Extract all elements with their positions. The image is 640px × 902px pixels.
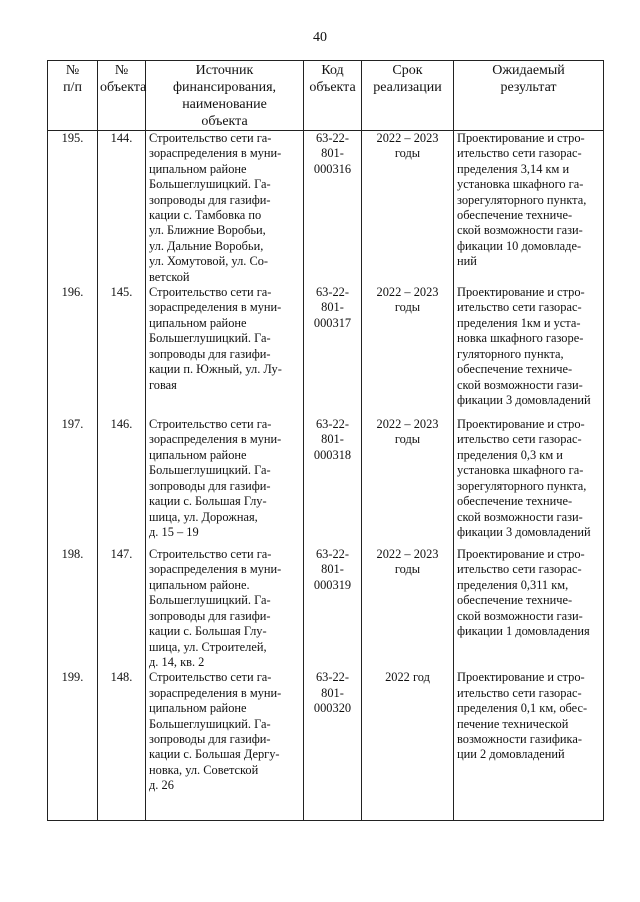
table-row	[48, 417, 604, 547]
header-code: Код объекта	[304, 61, 362, 131]
header-row-number: № п/п	[48, 61, 98, 131]
cell-term: 2022 – 2023 годы	[362, 417, 454, 547]
cell-result: Проектирование и стро- ительство сети газорас- пределения 1км и уста- новка шкафного газоре- гуляторного пункта, обеспечение техниче- ской возможности гази- фикации 3 домовладений	[454, 285, 604, 417]
table-header-row	[48, 61, 604, 131]
cell-code: 63-22- 801- 000317	[304, 285, 362, 417]
cell-source: Строительство сети га- зораспределения в муни- ципальном районе. Большеглушицкий. Га- зопроводы для газифи- кации с. Большая Глу- шица, ул. Строителей, д. 14, кв. 2	[146, 547, 304, 670]
header-object-number: № объекта	[98, 61, 146, 131]
page-number: 40	[313, 30, 327, 45]
cell-source: Строительство сети га- зораспределения в муни- ципальном районе Большеглушицкий. Га- зопроводы для газифи- кации с. Большая Дергу- новка, ул. Советской д. 26	[146, 670, 304, 821]
cell-object-number: 148.	[98, 670, 146, 821]
cell-object-number: 144.	[98, 131, 146, 286]
cell-result: Проектирование и стро- ительство сети газорас- пределения 0,311 км, обеспечение техниче- ской возможности гази- фикации 1 домовладения	[454, 547, 604, 670]
table-row	[48, 670, 604, 821]
cell-source: Строительство сети га- зораспределения в муни- ципальном районе Большеглушицкий. Га- зопроводы для газифи- кации п. Южный, ул. Лу- говая	[146, 285, 304, 417]
cell-row-number: 197.	[48, 417, 98, 547]
cell-term: 2022 – 2023 годы	[362, 285, 454, 417]
header-result: Ожидаемый результат	[454, 61, 604, 131]
cell-code: 63-22- 801- 000316	[304, 131, 362, 286]
cell-object-number: 147.	[98, 547, 146, 670]
cell-result: Проектирование и стро- ительство сети газорас- пределения 0,1 км, обес- печение технической возможности газифика- ции 2 домовладений	[454, 670, 604, 821]
cell-code: 63-22- 801- 000319	[304, 547, 362, 670]
cell-row-number: 196.	[48, 285, 98, 417]
cell-object-number: 146.	[98, 417, 146, 547]
cell-code: 63-22- 801- 000318	[304, 417, 362, 547]
cell-source: Строительство сети га- зораспределения в муни- ципальном районе Большеглушицкий. Га- зопроводы для газифи- кации с. Тамбовка по ул. Ближние Воробьи, ул. Дальние Воробьи, ул. Хомутовой, ул. Со- ветской	[146, 131, 304, 286]
table-row	[48, 285, 604, 417]
cell-result: Проектирование и стро- ительство сети газорас- пределения 0,3 км и установка шкафного га- зорегуляторного пункта, обеспечение техниче- ской возможности гази- фикации 3 домовладений	[454, 417, 604, 547]
cell-row-number: 195.	[48, 131, 98, 286]
header-term: Срок реализации	[362, 61, 454, 131]
cell-result: Проектирование и стро- ительство сети газорас- пределения 3,14 км и установка шкафного га- зорегуляторного пункта, обеспечение техниче- ской возможности гази- фикации 10 домовладе- ний	[454, 131, 604, 286]
cell-row-number: 198.	[48, 547, 98, 670]
cell-term: 2022 – 2023 годы	[362, 131, 454, 286]
cell-code: 63-22- 801- 000320	[304, 670, 362, 821]
cell-term: 2022 год	[362, 670, 454, 821]
header-source: Источник финансирования, наименование объекта	[146, 61, 304, 131]
table-row	[48, 547, 604, 670]
objects-table	[47, 60, 604, 821]
cell-object-number: 145.	[98, 285, 146, 417]
table-row	[48, 131, 604, 286]
cell-row-number: 199.	[48, 670, 98, 821]
cell-term: 2022 – 2023 годы	[362, 547, 454, 670]
cell-source: Строительство сети га- зораспределения в муни- ципальном районе Большеглушицкий. Га- зопроводы для газифи- кации с. Большая Глу- шица, ул. Дорожная, д. 15 – 19	[146, 417, 304, 547]
